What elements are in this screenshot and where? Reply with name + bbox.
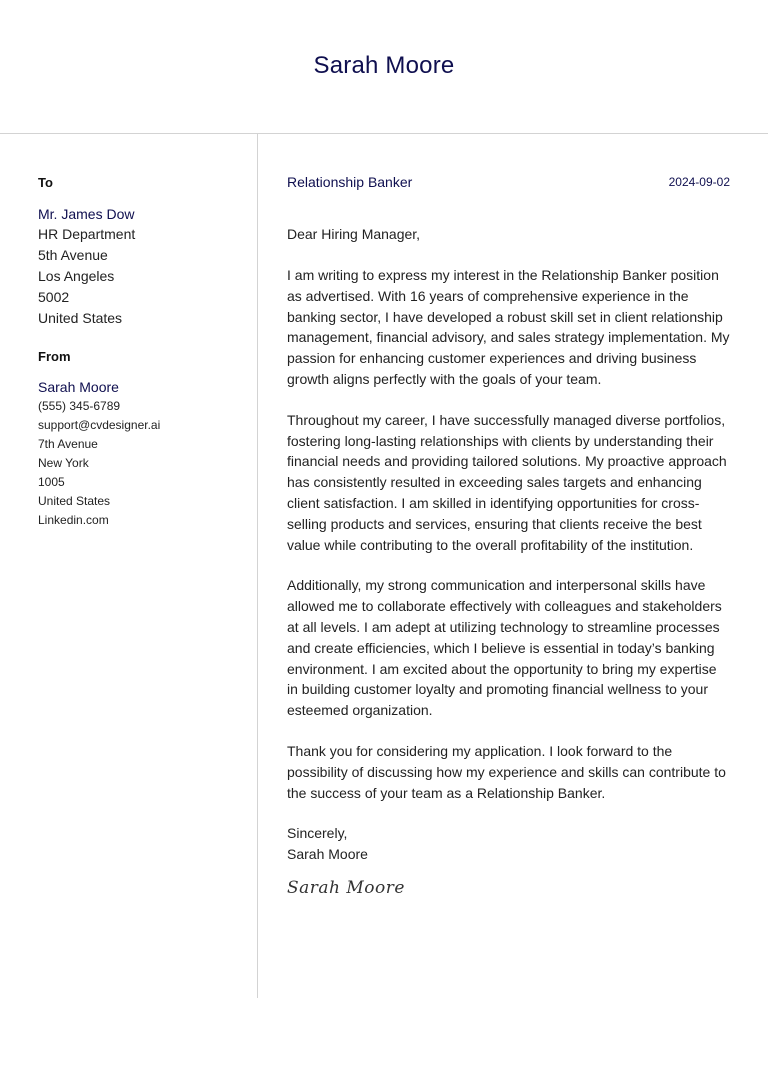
letter-header-row [287, 174, 730, 191]
paragraph: I am writing to express my interest in the Relationship Banker position as advertised. With 16 years of comprehensive experience in the banking sector, I have developed a robust skill set in client relationship management, financial advisory, and sales strategy implementation. My passion for enhancing customer experiences and driving business growth aligns perfectly with the goals of your team. [287, 267, 730, 387]
applicant-name-header: Sarah Moore [313, 52, 455, 79]
sender-street: 7th Avenue [38, 437, 98, 451]
paragraph: Thank you for considering my application. I look forward to the possibility of discussing how my experience and skills can contribute to the success of your team as a Relationship Banker. [287, 742, 726, 801]
paragraph: Throughout my career, I have successfully managed diverse portfolios, fostering long-lasting relationships with clients by understanding their financial needs and providing tailored solutions. My proactive approach has consistently resulted in exceeding sales targets and enhancing client satisfaction. I am skilled in identifying opportunities for cross-selling products and services, ensuring that clients receive the best value while contributing to the overall profitability of the institution. [287, 411, 727, 553]
letter-date: 2024-09-02 [668, 175, 730, 189]
greeting: Dear Hiring Manager, [287, 226, 421, 242]
recipient-country: United States [38, 310, 123, 326]
handwritten-signature: Sarah Moore [287, 878, 405, 899]
closing [287, 823, 730, 864]
sender-phone: (555) 345-6789 [38, 399, 121, 413]
recipient-department: HR Department [38, 226, 136, 242]
sender-postal-code: 1005 [38, 475, 65, 489]
sender-linkedin: Linkedin.com [38, 513, 109, 527]
job-title: Relationship Banker [287, 174, 413, 190]
sender-country: United States [38, 494, 111, 508]
sender-name: Sarah Moore [38, 379, 119, 395]
letter-body [287, 174, 730, 898]
recipient-postal-code: 5002 [38, 289, 70, 305]
sender-city: New York [38, 456, 89, 470]
contact-sidebar [38, 174, 248, 530]
column-divider [257, 134, 258, 998]
from-section-title: From [38, 349, 71, 364]
recipient-city: Los Angeles [38, 268, 115, 284]
header-divider [0, 133, 768, 134]
paragraph: Additionally, my strong communication and interpersonal skills have allowed me to collaborate effectively with colleagues and stakeholders at all levels. I am adept at utilizing technology to streamline processes and create efficiencies, which I believe is essential in today’s banking environment. I am excited about the opportunity to bring my expertise in building customer loyalty and promoting financial wellness to your esteemed organization. [287, 577, 722, 719]
to-section-title: To [38, 175, 53, 190]
recipient-name: Mr. James Dow [38, 206, 135, 222]
recipient-street: 5th Avenue [38, 247, 108, 263]
closing-phrase: Sincerely, [287, 825, 348, 842]
closing-name: Sarah Moore [287, 845, 368, 862]
sender-email: support@cvdesigner.ai [38, 418, 161, 432]
